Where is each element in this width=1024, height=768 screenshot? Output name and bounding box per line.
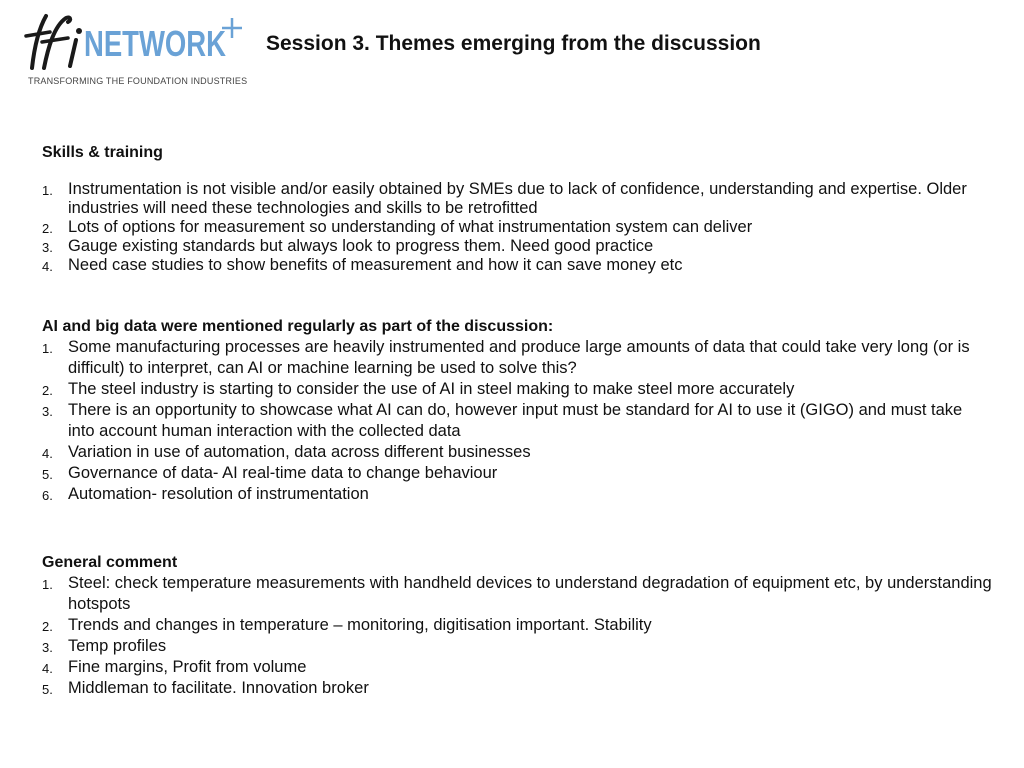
list-item xyxy=(42,237,992,256)
item-text: There is an opportunity to showcase what AI can do, however input must be standard for AI to use it (GIGO) and must take into account human interaction with the collected data xyxy=(68,401,963,440)
item-number: 4. xyxy=(42,259,53,274)
list-item xyxy=(42,678,992,699)
list-item xyxy=(42,218,992,237)
list-item xyxy=(42,337,992,379)
item-number: 1. xyxy=(42,183,53,198)
item-number: 1. xyxy=(42,341,53,356)
item-text: Some manufacturing processes are heavily instrumented and produce large amounts of data that could take very long (or is difficult) to interpret, can AI or machine learning be used to solve this? xyxy=(68,338,970,377)
logo-mark xyxy=(24,10,244,74)
list-item xyxy=(42,442,992,463)
item-text: Instrumentation is not visible and/or easily obtained by SMEs due to lack of confidence, understanding and expertise. Older industries will need these technologies and skills to be retrofitted xyxy=(68,180,967,217)
item-number: 2. xyxy=(42,221,53,236)
item-number: 1. xyxy=(42,577,53,592)
logo-tagline: TRANSFORMING THE FOUNDATION INDUSTRIES xyxy=(28,76,248,86)
item-text: Steel: check temperature measurements with handheld devices to understand degradation of equipment etc, by understanding hotspots xyxy=(68,574,992,613)
section-heading: General comment xyxy=(42,554,178,571)
item-text: The steel industry is starting to consider the use of AI in steel making to make steel more accurately xyxy=(68,380,795,398)
item-text: Governance of data- AI real-time data to change behaviour xyxy=(68,464,498,482)
list-item xyxy=(42,379,992,400)
section-skills-training xyxy=(42,142,992,275)
list-item xyxy=(42,636,992,657)
item-text: Variation in use of automation, data across different businesses xyxy=(68,443,531,461)
list-item xyxy=(42,573,992,615)
item-number: 4. xyxy=(42,661,53,676)
item-text: Lots of options for measurement so understanding of what instrumentation system can deliver xyxy=(68,218,753,236)
list-item xyxy=(42,484,992,505)
item-text: Gauge existing standards but always look to progress them. Need good practice xyxy=(68,237,654,255)
list-item xyxy=(42,400,992,442)
item-number: 3. xyxy=(42,640,53,655)
list-item xyxy=(42,180,992,218)
item-text: Automation- resolution of instrumentation xyxy=(68,485,369,503)
ai-list xyxy=(42,337,992,505)
item-number: 6. xyxy=(42,488,53,503)
item-number: 3. xyxy=(42,240,53,255)
skills-list xyxy=(42,180,992,275)
slide-title: Session 3. Themes emerging from the discussion xyxy=(266,32,761,55)
section-heading: Skills & training xyxy=(42,144,163,161)
item-text: Middleman to facilitate. Innovation broker xyxy=(68,679,369,697)
item-number: 5. xyxy=(42,682,53,697)
list-item xyxy=(42,256,992,275)
section-heading: AI and big data were mentioned regularly as part of the discussion: xyxy=(42,318,554,335)
item-text: Fine margins, Profit from volume xyxy=(68,658,307,676)
section-general-comment xyxy=(42,552,992,699)
item-number: 2. xyxy=(42,383,53,398)
item-number: 4. xyxy=(42,446,53,461)
item-number: 3. xyxy=(42,404,53,419)
list-item xyxy=(42,615,992,636)
general-list xyxy=(42,573,992,699)
item-text: Need case studies to show benefits of measurement and how it can save money etc xyxy=(68,256,683,274)
tfi-network-logo xyxy=(24,10,248,90)
item-number: 5. xyxy=(42,467,53,482)
item-text: Trends and changes in temperature – monitoring, digitisation important. Stability xyxy=(68,616,652,634)
section-ai-big-data xyxy=(42,316,992,505)
item-number: 2. xyxy=(42,619,53,634)
list-item xyxy=(42,463,992,484)
item-text: Temp profiles xyxy=(68,637,167,655)
svg-text:NETWORK: NETWORK xyxy=(84,23,226,64)
list-item xyxy=(42,657,992,678)
